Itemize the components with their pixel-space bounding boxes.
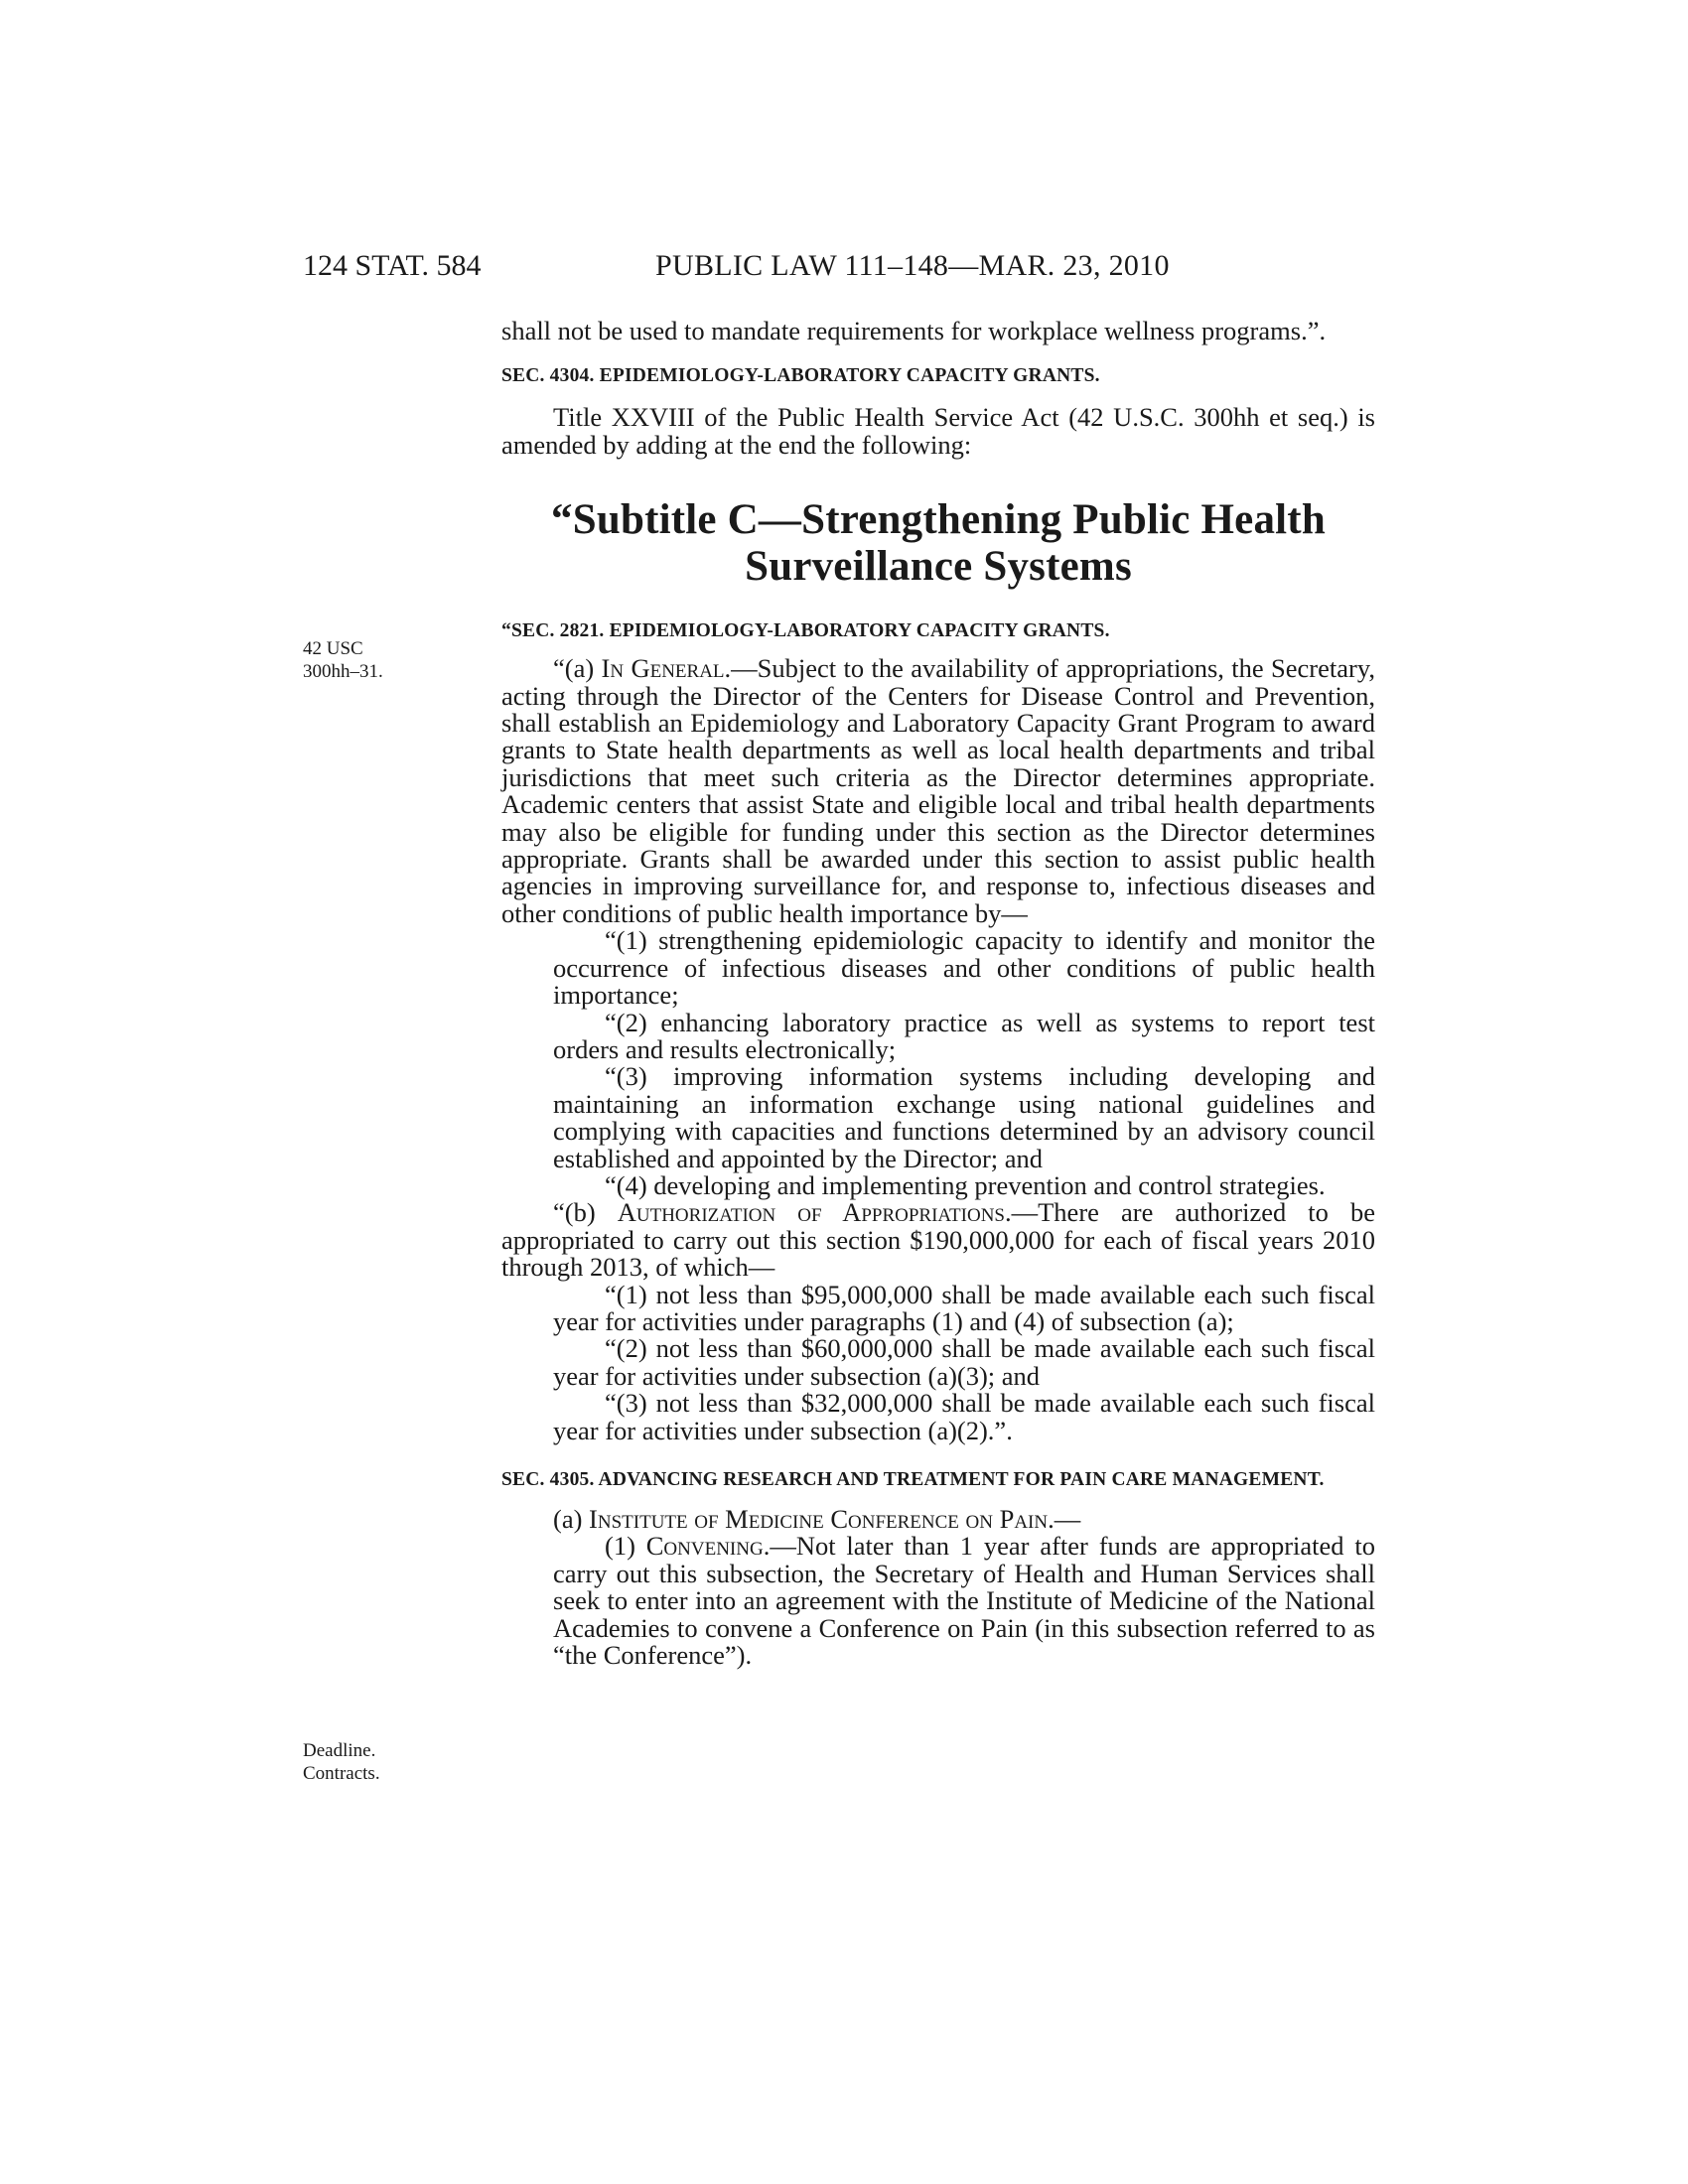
- paragraph-b2: “(2) not less than $60,000,000 shall be made available each such fiscal year for activities under subsection (a)(3); and: [553, 1333, 1375, 1391]
- margin-note-contracts-label: Contracts.: [303, 1763, 380, 1784]
- subsection-b-prefix: “(b): [553, 1197, 618, 1228]
- margin-note-deadline: [303, 1739, 380, 1785]
- carryover-paragraph: shall not be used to mandate requirements for workplace wellness programs.”.: [501, 316, 1327, 345]
- paragraph-a1: “(1) strengthening epidemiologic capacity to identify and monitor the occurrence of infectious diseases and other conditions of public health importance;: [553, 925, 1375, 1011]
- subtitle-line-1: “Subtitle C—Strengthening Public Health: [551, 496, 1326, 544]
- section-4304-heading: SEC. 4304. EPIDEMIOLOGY-LABORATORY CAPACITY GRANTS.: [501, 365, 1100, 387]
- subsection-a-paragraph: [501, 655, 1375, 927]
- paragraph-a3: “(3) improving information systems including developing and maintaining an information exchange using national guidelines and complying with capacities and functions determined by an advisory council established and appointed by the Director; and: [553, 1061, 1375, 1173]
- paragraph-a4: “(4) developing and implementing prevention and control strategies.: [605, 1169, 1326, 1200]
- subsection-b-text: .—There are authorized to be appropriated to carry out this section $190,000,000 for each of fiscal years 2010 through 2013, of which—: [501, 1197, 1375, 1283]
- paragraph-b1: “(1) not less than $95,000,000 shall be made available each such fiscal year for activities under paragraphs (1) and (4) of subsection (a);: [553, 1279, 1375, 1336]
- subsection-a-prefix: “(a): [553, 653, 602, 684]
- convening-prefix: (1): [605, 1531, 646, 1562]
- convening-label: Convening: [645, 1531, 764, 1562]
- iom-label: Institute of Medicine Conference on Pain: [589, 1504, 1049, 1534]
- subtitle-line-2: Surveillance Systems: [745, 543, 1132, 591]
- stat-page-number: 124 STAT. 584: [303, 249, 482, 282]
- page-header: [0, 246, 1688, 286]
- paragraph-a2: “(2) enhancing laboratory practice as well as systems to report test orders and results electronically;: [553, 1007, 1375, 1064]
- margin-note-usc-line1: 42 USC: [303, 638, 363, 659]
- subsection-a-text: .—Subject to the availability of appropriations, the Secretary, acting through the Director of the Centers for Disease Control and Prevention, shall establish an Epidemiology and Laboratory Capacity Grant Program to award grants to State health departments as well as local health departments and tribal jurisdictions that meet such criteria as the Director determines appropriate. Academic centers that assist State and eligible local and tribal health departments may also be eligible for funding under this section as the Director determines appropriate. Grants shall be awarded under this section to assist public health agencies in improving surveillance for, and response to, infectious diseases and other conditions of public health importance by—: [501, 653, 1375, 928]
- margin-note-usc: [303, 637, 383, 683]
- iom-prefix: (a): [553, 1504, 590, 1534]
- margin-note-deadline-label: Deadline.: [303, 1740, 376, 1761]
- subsection-a-label: In General: [601, 653, 725, 684]
- public-law-citation: PUBLIC LAW 111–148—MAR. 23, 2010: [655, 249, 1170, 282]
- subsection-b-paragraph: [501, 1199, 1375, 1281]
- section-4305-heading: SEC. 4305. ADVANCING RESEARCH AND TREATMENT FOR PAIN CARE MANAGEMENT.: [501, 1469, 1325, 1490]
- subtitle-heading: [501, 496, 1375, 590]
- iom-subsection-heading: [501, 1506, 1375, 1533]
- section-4304-text: Title XXVIII of the Public Health Service Act (42 U.S.C. 300hh et seq.) is amended by adding at the end the following:: [501, 402, 1375, 460]
- margin-note-usc-line2: 300hh–31.: [303, 661, 383, 682]
- paragraph-b3: “(3) not less than $32,000,000 shall be made available each such fiscal year for activities under subsection (a)(2).”.: [553, 1388, 1375, 1445]
- main-text-column: [501, 318, 1375, 1669]
- subsection-b-label: Authorization of Appropriations: [617, 1197, 1005, 1228]
- paragraph-convening: [501, 1533, 1375, 1669]
- section-2821-heading: “SEC. 2821. EPIDEMIOLOGY-LABORATORY CAPACITY GRANTS.: [501, 620, 1110, 642]
- convening-text: .—Not later than 1 year after funds are appropriated to carry out this subsection, the Secretary of Health and Human Services shall seek to enter into an agreement with the Institute of Medicine of the National Academies to convene a Conference on Pain (in this subsection referred to as “the Conference”).: [553, 1531, 1375, 1671]
- iom-suffix: .—: [1048, 1504, 1081, 1534]
